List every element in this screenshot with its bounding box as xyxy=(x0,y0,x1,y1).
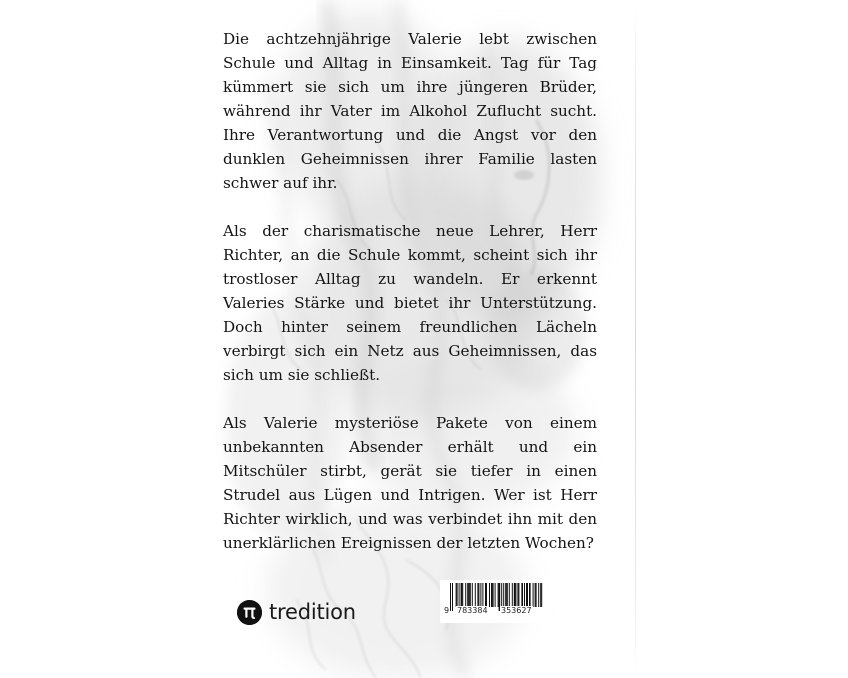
barcode-bar xyxy=(452,583,453,611)
barcode-digit-group-2: 353627 xyxy=(501,606,532,615)
barcode-bar xyxy=(470,583,471,607)
back-cover xyxy=(206,0,636,678)
tredition-logo-icon xyxy=(237,600,262,625)
barcode-bar xyxy=(514,583,516,607)
barcode-bar xyxy=(506,583,508,607)
barcode-bar xyxy=(524,583,525,607)
barcode-bar xyxy=(450,583,451,611)
barcode-bar xyxy=(495,583,496,607)
publisher-brand xyxy=(237,597,356,627)
barcode-bar xyxy=(457,583,458,607)
barcode-bar xyxy=(475,583,476,607)
barcode-bar xyxy=(527,583,528,607)
blurb-text xyxy=(223,27,597,579)
barcode-bar xyxy=(517,583,518,607)
barcode-bar xyxy=(459,583,460,607)
barcode-bar xyxy=(533,583,534,607)
barcode-bar xyxy=(478,583,479,607)
barcode-bar xyxy=(518,583,519,607)
barcode-bar xyxy=(509,583,510,607)
barcode-bar xyxy=(526,583,527,607)
barcode-bar xyxy=(498,583,499,607)
barcode-bar xyxy=(489,583,490,607)
barcode-bar xyxy=(503,583,504,607)
barcode-bar xyxy=(515,583,516,607)
barcode-bar xyxy=(535,583,536,607)
barcode-digit-group-1: 783384 xyxy=(457,606,488,615)
barcode-bar xyxy=(505,583,506,607)
barcode-bar xyxy=(538,583,539,607)
isbn-barcode xyxy=(440,580,548,623)
barcode-bar xyxy=(521,583,523,607)
barcode-bar xyxy=(536,583,537,607)
barcode-bar xyxy=(493,583,494,607)
barcode-bar xyxy=(529,583,531,607)
blurb-paragraph-2: Als der charismatische neue Lehrer, Herr Richter, an die Schule kommt, scheint sich ihr trostloser Alltag zu wandeln. Er erkennt Valeries Stärke und bietet ihr Unterstützung. Doch hinter seinem freundlichen Lächeln verbirgt sich ein Netz aus Geheimnissen, das sich um sie schließt. xyxy=(223,222,597,384)
barcode-bar xyxy=(491,583,493,607)
barcode-bar xyxy=(486,583,487,607)
cover-right-edge xyxy=(635,0,636,678)
barcode-bar xyxy=(456,583,457,607)
publisher-name: tredition xyxy=(269,600,356,624)
barcode-bar xyxy=(477,583,478,607)
blurb-paragraph-3: Als Valerie mysteriöse Pakete von einem unbekannten Absender erhält und ein Mitschüler stirbt, gerät sie tiefer in einen Strudel aus Lügen und Intrigen. Wer ist Herr Richter wirklich, und was verbindet ihn mit den unerklärlichen Ereignissen der letzten Wochen? xyxy=(223,414,597,552)
barcode-bar xyxy=(485,583,486,607)
barcode-bar xyxy=(482,583,483,607)
barcode-bar xyxy=(468,583,470,607)
blurb-paragraph-1: Die achtzehnjährige Valerie lebt zwischen Schule und Alltag in Einsamkeit. Tag für Tag kümmert sie sich um ihre jüngeren Brüder, während ihr Vater im Alkohol Zuflucht sucht. Ihre Verantwortung und die Angst vor den dunklen Geheimnissen ihrer Familie lasten schwer auf ihr. xyxy=(223,30,597,192)
barcode-bar xyxy=(472,583,473,607)
barcode-bar xyxy=(465,583,466,607)
barcode-bar xyxy=(540,583,541,607)
barcode-bar xyxy=(461,583,463,607)
barcode-digit-first: 9 xyxy=(444,606,450,615)
barcode-bar xyxy=(512,583,513,607)
barcode-bar xyxy=(467,583,468,607)
barcode-bar xyxy=(480,583,481,607)
barcode-bar xyxy=(541,583,542,607)
barcode-bar xyxy=(462,583,463,607)
